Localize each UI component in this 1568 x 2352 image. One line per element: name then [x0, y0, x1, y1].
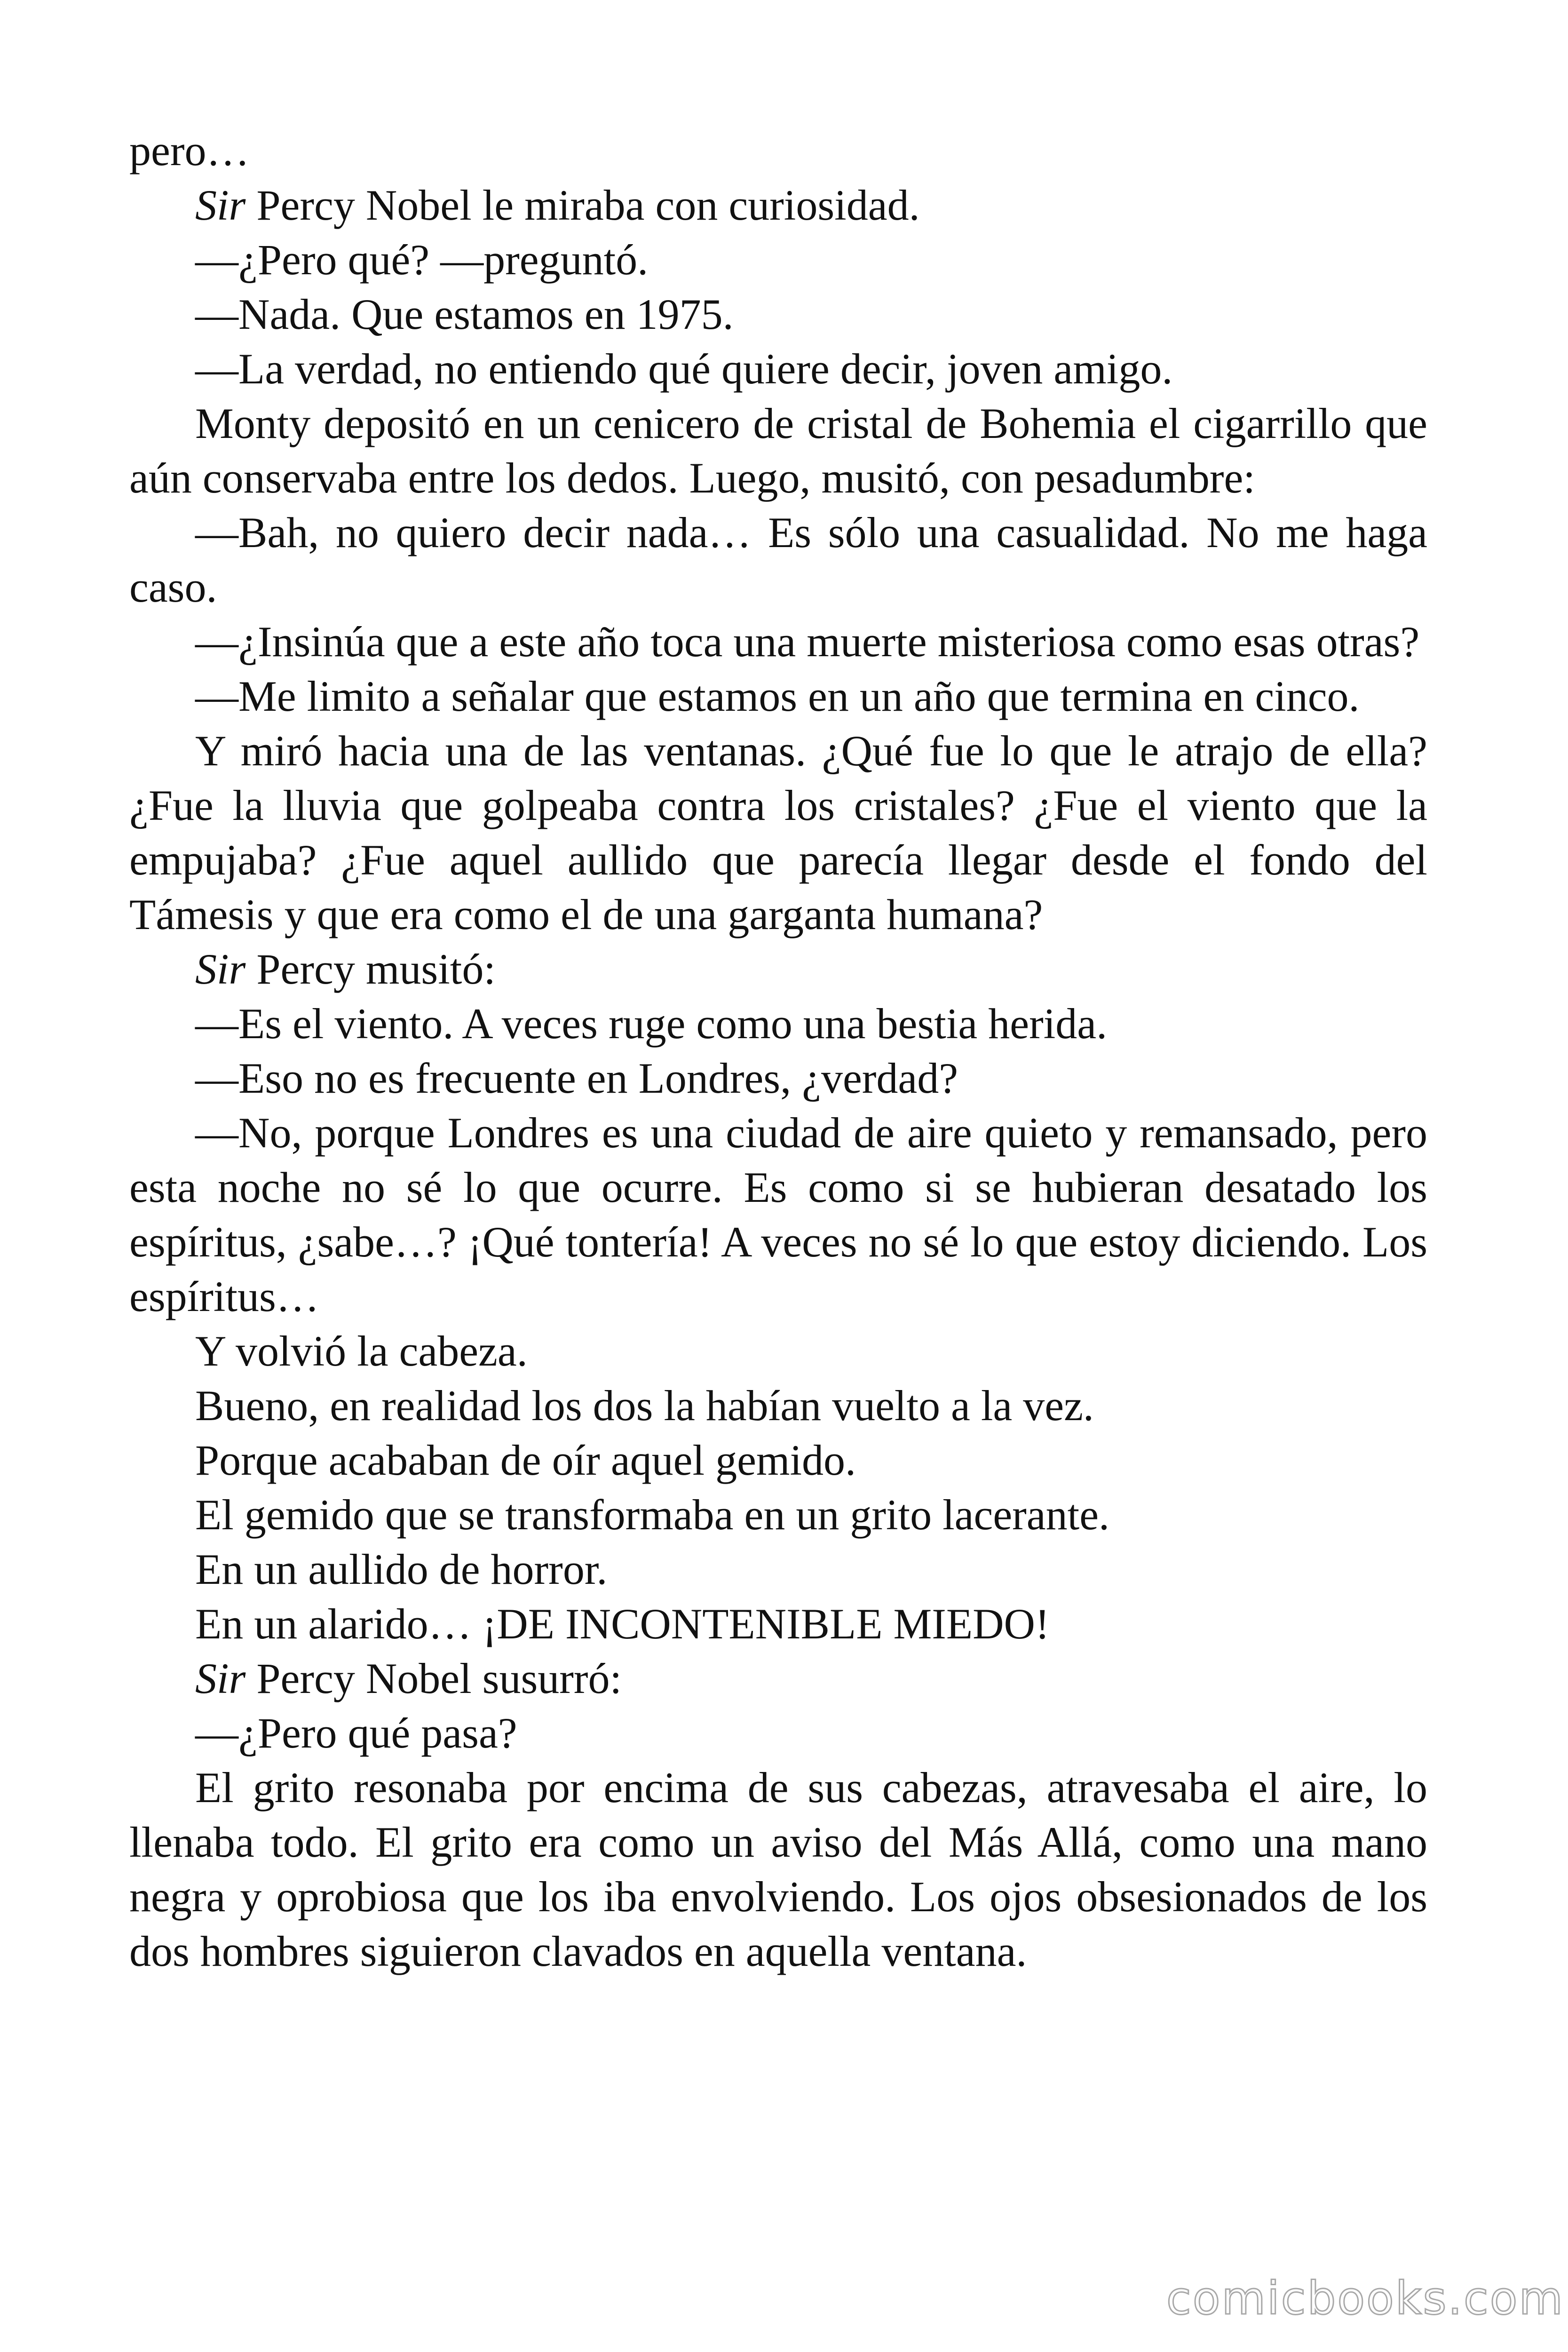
paragraph: [129, 232, 1427, 287]
paragraph-lead-italic: Sir: [195, 1654, 246, 1702]
paragraph-text: Porque acababan de oír aquel gemido.: [195, 1436, 856, 1484]
paragraph: [129, 1760, 1427, 1979]
paragraph: [129, 505, 1427, 614]
paragraph: [129, 1378, 1427, 1433]
paragraph-text: Y miró hacia una de las ventanas. ¿Qué fue lo que le atrajo de ella? ¿Fue la lluvia que golpeaba contra los cristales? ¿Fue el viento que la empujaba? ¿Fue aquel aullido que parecía llegar desde el fondo del Támesis y que era como el de una garganta humana?: [129, 727, 1427, 938]
paragraph: [129, 1706, 1427, 1760]
paragraph-text: —Es el viento. A veces ruge como una bestia herida.: [195, 1000, 1108, 1048]
paragraph-text: —No, porque Londres es una ciudad de aire quieto y remansado, pero esta noche no sé lo que ocurre. Es como si se hubieran desatado los espíritus, ¿sabe…? ¡Qué tontería! A veces no sé lo que estoy diciendo. Los espíritus…: [129, 1109, 1427, 1320]
paragraph-text: El grito resonaba por encima de sus cabezas, atravesaba el aire, lo llenaba todo. El grito era como un aviso del Más Allá, como una mano negra y oprobiosa que los iba envolviendo. Los ojos obsesionados de los dos hombres siguieron clavados en aquella ventana.: [129, 1764, 1427, 1975]
paragraph-text: En un alarido… ¡DE INCONTENIBLE MIEDO!: [195, 1600, 1050, 1648]
paragraph: [129, 1597, 1427, 1651]
paragraph-text: En un aullido de horror.: [195, 1545, 608, 1593]
paragraph-text: —¿Pero qué pasa?: [195, 1709, 517, 1757]
paragraph-text: —Bah, no quiero decir nada… Es sólo una casualidad. No me haga caso.: [129, 509, 1427, 611]
paragraph-text: Bueno, en realidad los dos la habían vuelto a la vez.: [195, 1382, 1094, 1430]
paragraph: [129, 1433, 1427, 1487]
paragraph: [129, 1324, 1427, 1378]
paragraph-text: —¿Pero qué? —preguntó.: [195, 236, 649, 284]
paragraph: [129, 723, 1427, 942]
paragraph-text: Percy musitó:: [245, 945, 496, 993]
paragraph-lead-italic: Sir: [195, 945, 246, 993]
watermark-logo: comicbooks.com: [1166, 2272, 1565, 2325]
paragraph-text: Percy Nobel susurró:: [245, 1654, 622, 1702]
paragraph: [129, 1105, 1427, 1324]
paragraph-text: Y volvió la cabeza.: [195, 1327, 528, 1375]
paragraph: [129, 1542, 1427, 1597]
paragraph-text: —Nada. Que estamos en 1975.: [195, 290, 734, 338]
paragraph-text: pero…: [129, 127, 250, 175]
paragraph-text: Percy Nobel le miraba con curiosidad.: [245, 181, 920, 229]
paragraph: [129, 669, 1427, 723]
paragraph: [129, 996, 1427, 1051]
paragraph-text: —Eso no es frecuente en Londres, ¿verdad?: [195, 1054, 958, 1102]
paragraph: [129, 942, 1427, 996]
paragraph: [129, 1051, 1427, 1105]
page-body-text: [129, 123, 1427, 1979]
paragraph: [129, 123, 1427, 178]
paragraph: [129, 178, 1427, 232]
paragraph: [129, 342, 1427, 396]
paragraph-text: Monty depositó en un cenicero de cristal de Bohemia el cigarrillo que aún conservaba entre los dedos. Luego, musitó, con pesadumbre:: [129, 399, 1427, 502]
paragraph: [129, 1651, 1427, 1706]
paragraph: [129, 614, 1427, 669]
paragraph-text: El gemido que se transformaba en un grito lacerante.: [195, 1491, 1110, 1539]
paragraph: [129, 396, 1427, 505]
paragraph-text: —La verdad, no entiendo qué quiere decir, joven amigo.: [195, 345, 1173, 393]
paragraph: [129, 1487, 1427, 1542]
paragraph-text: —¿Insinúa que a este año toca una muerte misteriosa como esas otras?: [195, 618, 1420, 666]
paragraph-lead-italic: Sir: [195, 181, 246, 229]
paragraph-text: —Me limito a señalar que estamos en un año que termina en cinco.: [195, 672, 1360, 720]
paragraph: [129, 287, 1427, 342]
